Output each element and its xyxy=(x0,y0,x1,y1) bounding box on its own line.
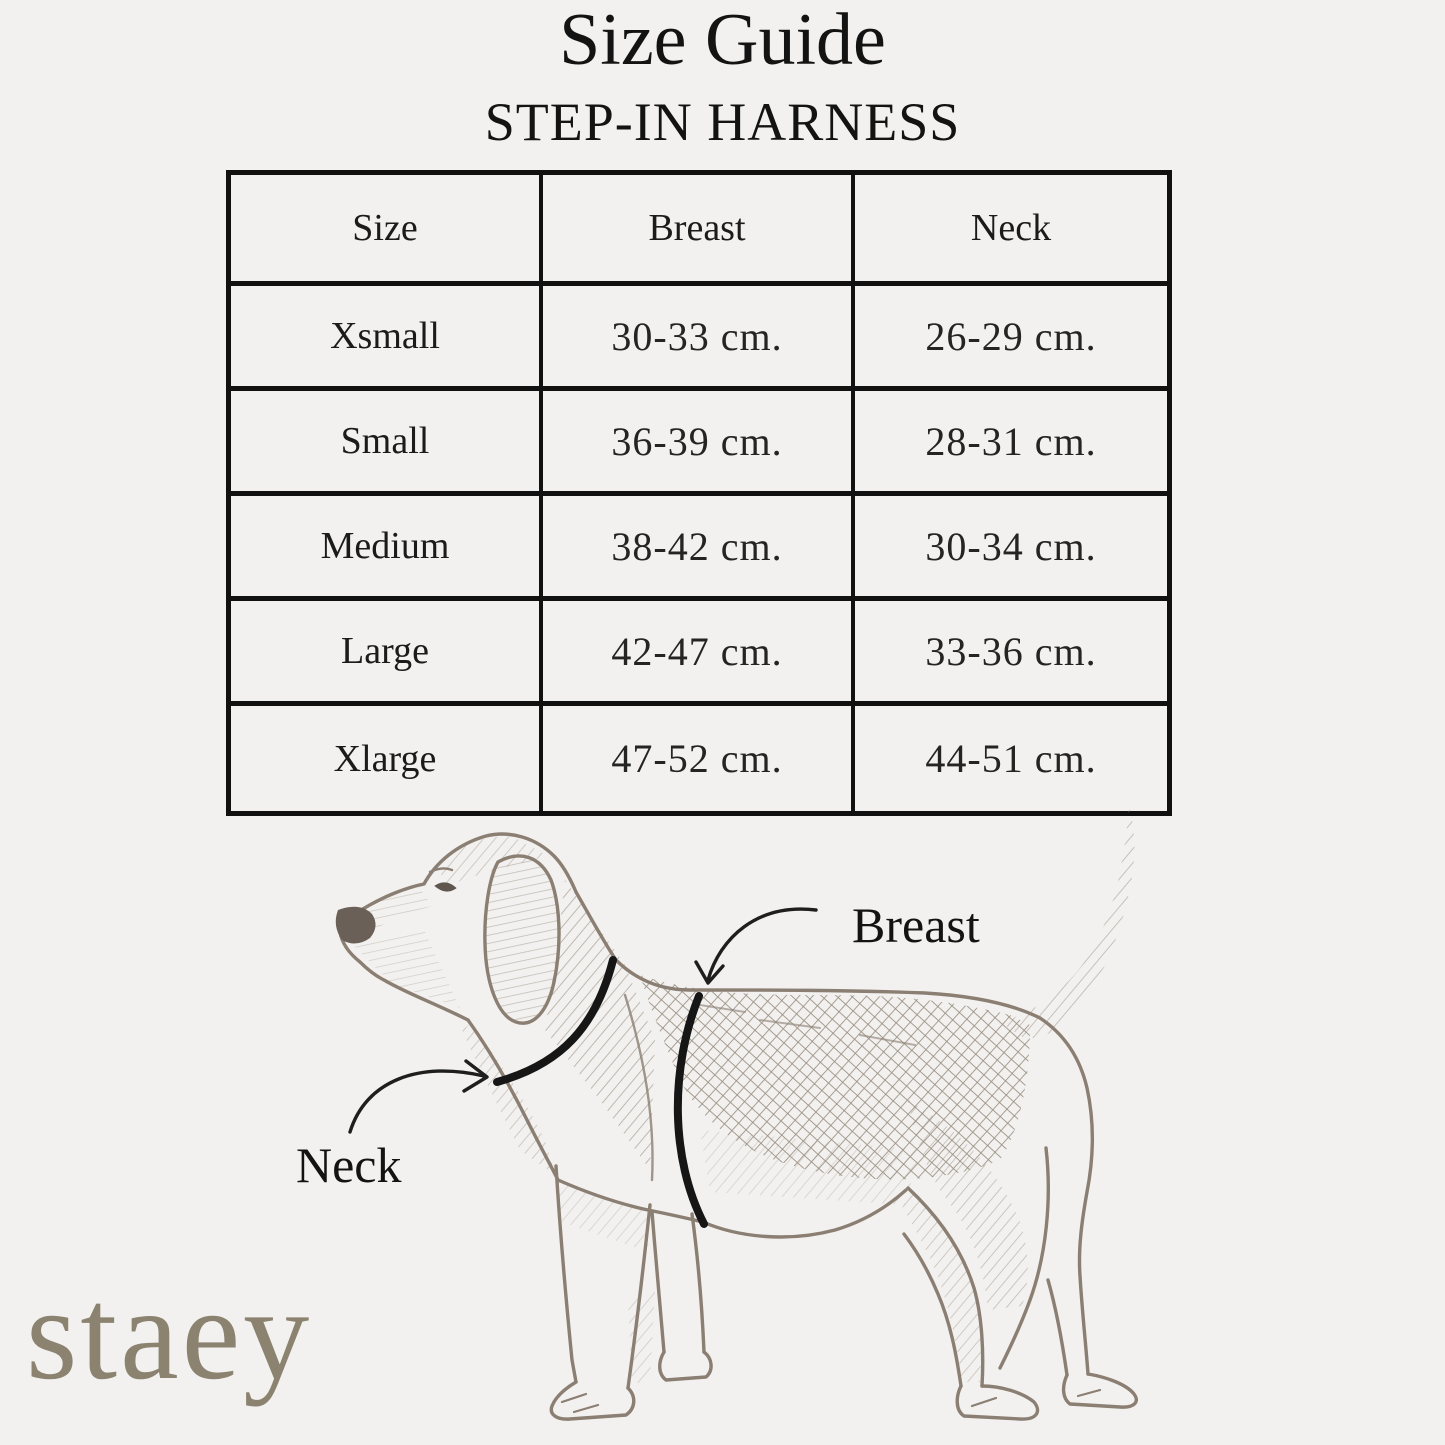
row-large-neck: 33-36 cm. xyxy=(855,601,1167,706)
dog-shading xyxy=(346,806,1134,1384)
column-header-size: Size xyxy=(231,175,543,286)
row-small-size: Small xyxy=(231,391,543,496)
row-large-size: Large xyxy=(231,601,543,706)
breast-label: Breast xyxy=(852,897,980,953)
page-subtitle: STEP-IN HARNESS xyxy=(484,92,961,152)
row-xlarge-breast: 47-52 cm. xyxy=(543,706,855,811)
dog-sketch-illustration xyxy=(280,795,1185,1445)
row-xlarge-size: Xlarge xyxy=(231,706,543,811)
row-xsmall-neck: 26-29 cm. xyxy=(855,286,1167,391)
size-table xyxy=(226,170,1172,816)
column-header-neck: Neck xyxy=(855,175,1167,286)
brand-logo: staey xyxy=(26,1260,313,1407)
neck-label: Neck xyxy=(296,1137,402,1193)
row-medium-breast: 38-42 cm. xyxy=(543,496,855,601)
row-xsmall-breast: 30-33 cm. xyxy=(543,286,855,391)
row-large-breast: 42-47 cm. xyxy=(543,601,855,706)
row-small-neck: 28-31 cm. xyxy=(855,391,1167,496)
page-title: Size Guide xyxy=(559,0,886,81)
column-header-breast: Breast xyxy=(543,175,855,286)
row-xlarge-neck: 44-51 cm. xyxy=(925,736,1097,781)
breast-arrow xyxy=(708,909,816,980)
neck-arrow xyxy=(350,1071,484,1132)
row-xsmall-size: Xsmall xyxy=(231,286,543,391)
row-small-breast: 36-39 cm. xyxy=(543,391,855,496)
row-medium-size: Medium xyxy=(231,496,543,601)
row-medium-neck: 30-34 cm. xyxy=(855,496,1167,601)
